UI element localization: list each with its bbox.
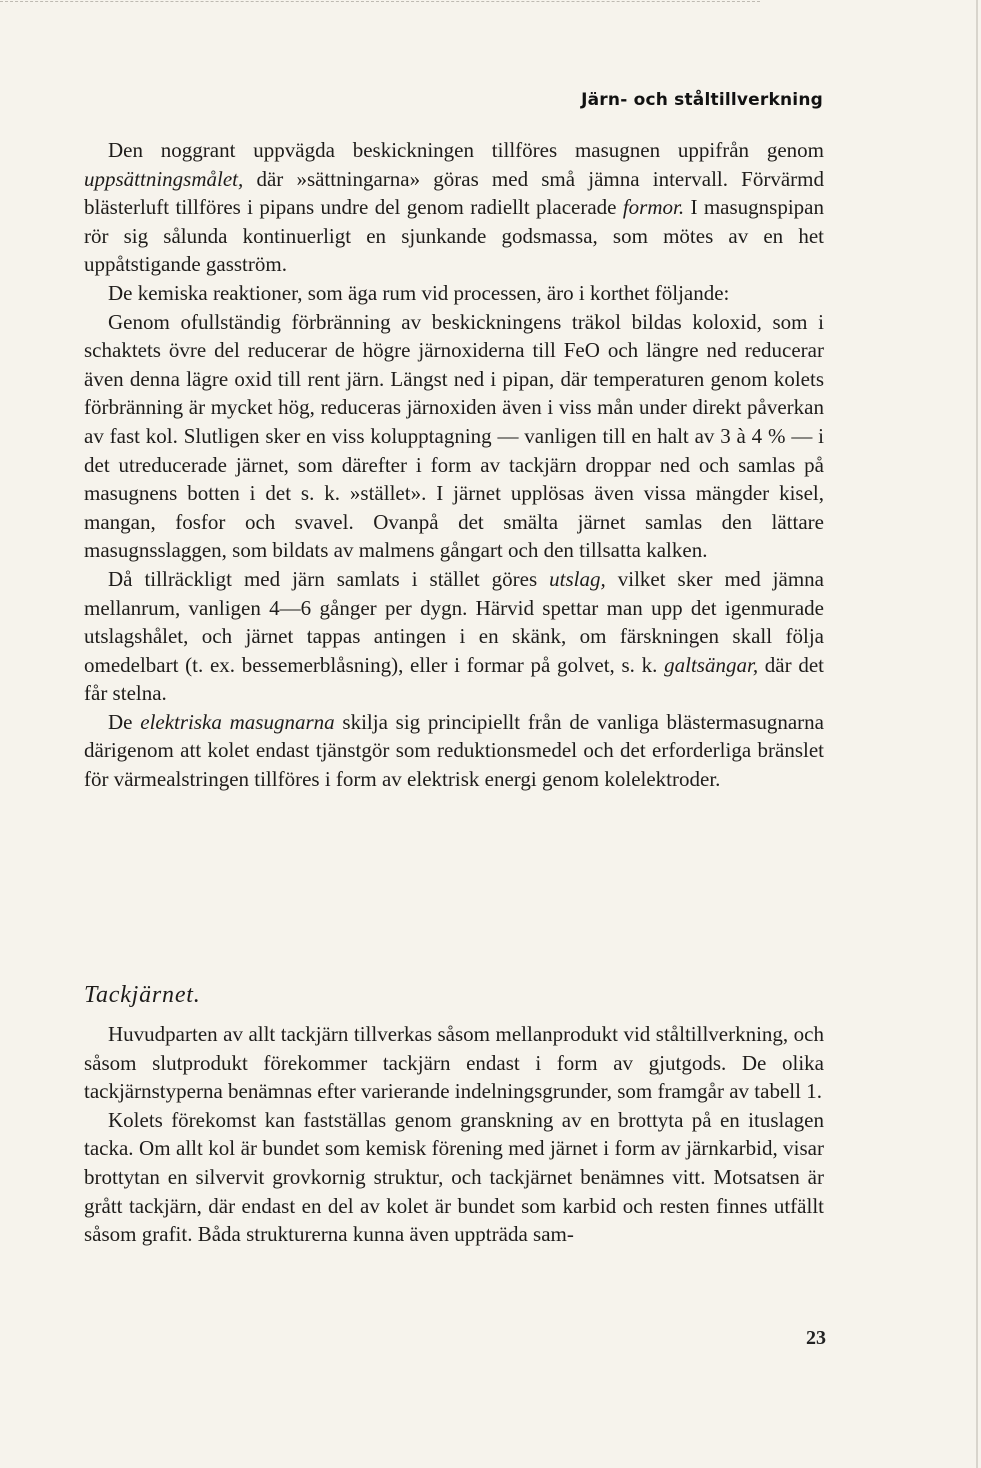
paragraph-tapping <box>84 565 824 708</box>
italic-term-formor: formor. <box>622 195 685 220</box>
page-number: 23 <box>806 1327 826 1349</box>
running-header: Järn- och ståltillverkning <box>581 90 823 110</box>
italic-term-uppsattningsmalet: uppsättningsmålet, <box>84 166 244 191</box>
top-edge-rule <box>0 1 760 4</box>
text-run: De <box>108 709 141 734</box>
section-heading-tackjarnet: Tackjärnet. <box>84 982 201 1008</box>
text-run: där det får stelna. <box>84 652 824 706</box>
paragraph-electric-furnaces <box>84 708 824 794</box>
text-run: Då tillräckligt med järn samlats i stället göres <box>108 566 550 591</box>
paragraph-reactions-intro: De kemiska reaktioner, som äga rum vid processen, äro i korthet följande: <box>108 280 730 305</box>
text-block-furnace-process <box>84 136 824 794</box>
paragraph-carbon-structure: Kolets förekomst kan fastställas genom granskning av en brottyta på en ituslagen tacka. Om allt kol är bundet som kemisk förening med järnet i form av järnkarbid, visar brottytan en silvervit grovkornig struktur, och tackjärnet benämnes vitt. Motsatsen är grått tackjärn, där endast en del av kolet är bundet som karbid och resten finnes utfällt såsom grafit. Båda strukturerna kunna även uppträda sam- <box>84 1107 824 1247</box>
italic-term-galtsangar: galtsängar, <box>664 652 759 677</box>
paragraph-pig-iron-usage: Huvudparten av allt tackjärn tillverkas såsom mellanprodukt vid ståltillverkning, och såsom slutprodukt förekommer tackjärn endast i form av gjutgods. De olika tackjärnstyperna benämnas efter varierande indelningsgrunder, som framgår av tabell 1. <box>84 1022 824 1104</box>
text-block-pig-iron <box>84 1020 824 1249</box>
text-run: Den noggrant uppvägda beskickningen tillföres masugnen uppifrån genom <box>108 138 824 162</box>
text-run: I masugnspipan rör sig sålunda kontinuerligt en sjunkande godsmassa, som mötes av en het uppåtstigande gasström. <box>84 195 824 277</box>
italic-term-utslag: utslag, <box>549 566 606 591</box>
paragraph-reduction: Genom ofullständig förbränning av beskickningens träkol bildas koloxid, som i schaktets övre del reducerar de högre järnoxiderna till FeO och längre ned reducerar även denna lägre oxid till rent järn. Längst ned i pipan, där temperaturen genom kolets förbränning är mycket hög, reduceras järnoxiden även i viss mån under direkt påverkan av fast kol. Slutligen sker en viss kolupptagning — vanligen till en halt av 3 à 4 % — i det utreducerade järnet, som därefter i form av tackjärn droppar ned och samlas på masugnens botten i det s. k. »stället». I järnet upplösas även vissa mängder kisel, mangan, fosfor och svavel. Ovanpå det smälta järnet samlas den lättare masugnsslaggen, som bildats av malmens gångart och den tillsatta kalken. <box>84 309 824 563</box>
text-run: skilja sig principiellt från de vanliga blästermasugnarna därigenom att kolet endast tjänstgör som reduktionsmedel och det erforderliga bränslet för värmealstringen tillföres i form av elektrisk energi genom kolelektroder. <box>84 709 824 792</box>
paragraph-charging <box>84 136 824 279</box>
text-run: där »sättningarna» göras med små jämna intervall. Förvärmd blästerluft tillföres i pipans undre del genom radiellt placerade <box>84 166 824 220</box>
page-edge-shadow <box>976 0 978 1468</box>
italic-term-elektriska-masugnarna: elektriska masugnarna <box>140 709 335 734</box>
text-run: vilket sker med jämna mellanrum, vanligen 4—6 gånger per dygn. Härvid spettar man upp det igenmurade utslagshålet, och järnet tappas antingen i en skänk, om färskningen skall följa omedelbart (t. ex. bessemerblåsning), eller i formar på golvet, s. k. <box>84 566 824 677</box>
